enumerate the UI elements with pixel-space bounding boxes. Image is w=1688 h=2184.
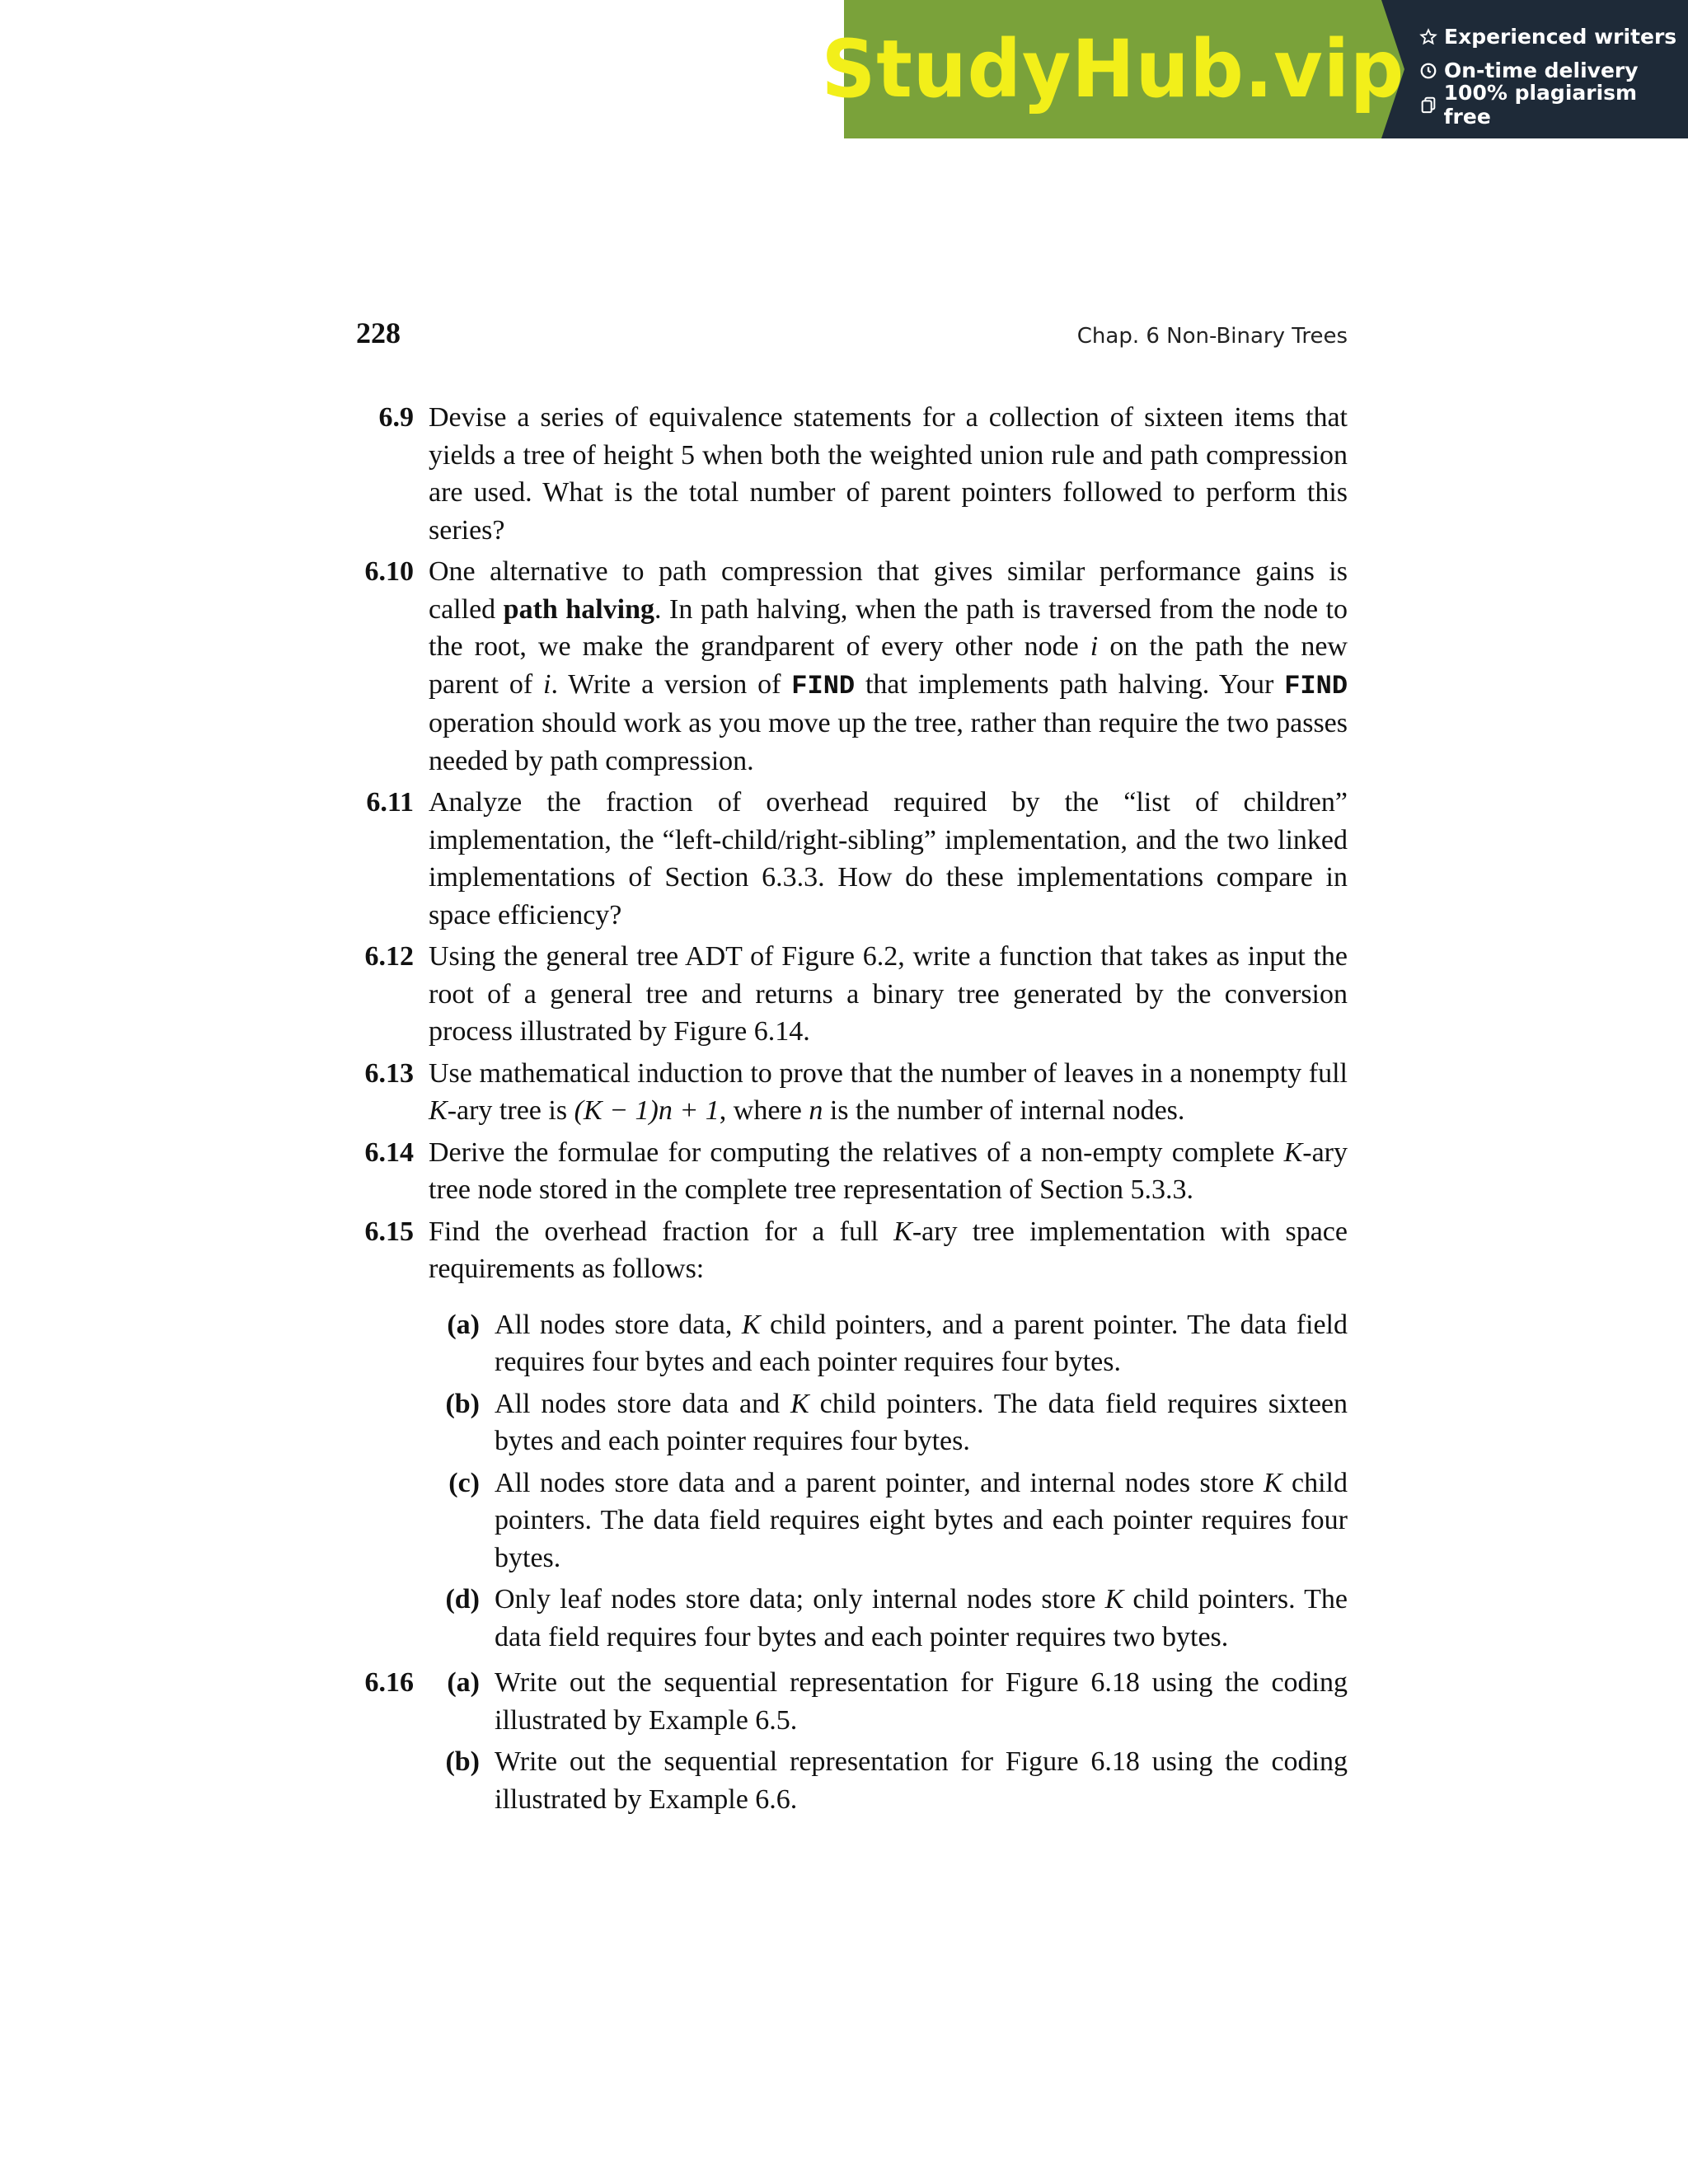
- feature-plagiarism-free: 100% plagiarism free: [1418, 87, 1688, 121]
- text-segment: Derive the formulae for computing the relatives of a non-empty complete: [429, 1137, 1284, 1168]
- text-segment: Using the general tree ADT of Figure 6.2, write a function that takes as input the root of a general tree and returns a binary tree generated by the conversion process illustrated by Figure 6.14.: [429, 941, 1348, 1047]
- part-label: (b): [445, 1746, 480, 1777]
- text-segment: -ary tree implementation with space requirements as follows:: [429, 1216, 1348, 1284]
- exercise-body: [429, 784, 1348, 934]
- part-text: [495, 1743, 1348, 1818]
- code-text: FIND: [791, 670, 856, 701]
- exercise-text: [429, 399, 1348, 549]
- math-text: K: [741, 1309, 761, 1340]
- part-label: (b): [445, 1388, 480, 1419]
- text-segment: Only leaf nodes store data; only internal nodes store: [495, 1584, 1105, 1615]
- exercise-parts: [429, 1664, 1348, 1818]
- part-text: [495, 1385, 1348, 1460]
- exercise-number: 6.11: [366, 787, 414, 818]
- exercise: [356, 399, 1348, 549]
- text-segment: -ary tree is: [447, 1095, 574, 1126]
- text-segment: that implements path halving. Your: [855, 668, 1285, 700]
- math-text: K: [429, 1095, 448, 1126]
- part-text: [495, 1581, 1348, 1656]
- feature-experienced-writers: Experienced writers: [1418, 20, 1688, 54]
- banner-features: [1404, 0, 1688, 138]
- text-segment: child pointers. The data field requires four bytes and each pointer requires two bytes.: [495, 1584, 1348, 1652]
- exercise-text: [429, 553, 1348, 780]
- page-number: 228: [356, 316, 401, 349]
- exercise-body: [429, 1055, 1348, 1130]
- running-head: Chap. 6 Non-Binary Trees: [1076, 324, 1348, 349]
- exercise: [356, 1213, 1348, 1661]
- exercise: [356, 784, 1348, 934]
- text-segment: is the number of internal nodes.: [823, 1095, 1185, 1126]
- text-segment: All nodes store data and a parent pointer, and internal nodes store: [495, 1467, 1264, 1498]
- exercise-body: [429, 1213, 1348, 1661]
- exercise-part: [429, 1306, 1348, 1381]
- math-text: K: [1283, 1137, 1303, 1168]
- text-segment: One alternative to path compression that gives similar performance gains is called: [429, 556, 1348, 625]
- math-text: n: [809, 1095, 823, 1126]
- part-label: (c): [448, 1467, 480, 1498]
- exercise-part: [429, 1743, 1348, 1818]
- exercise: [356, 553, 1348, 780]
- math-text: (K − 1)n + 1: [574, 1095, 720, 1126]
- part-text: [495, 1306, 1348, 1381]
- exercise-number: 6.10: [364, 556, 414, 587]
- math-text: K: [790, 1388, 809, 1419]
- math-text: i: [543, 668, 551, 700]
- exercise-parts: [429, 1306, 1348, 1657]
- text-segment: , where: [719, 1095, 809, 1126]
- exercise: [356, 1055, 1348, 1130]
- part-label: (d): [445, 1584, 480, 1615]
- text-segment: child pointers. The data field requires sixteen bytes and each pointer requires four bytes.: [495, 1388, 1348, 1456]
- exercise-text: [429, 1134, 1348, 1209]
- exercise-body: [429, 1664, 1348, 1822]
- text-segment: All nodes store data,: [495, 1309, 742, 1340]
- part-label: (a): [447, 1309, 480, 1340]
- exercise-text: [429, 1213, 1348, 1288]
- star-icon: [1418, 26, 1439, 48]
- code-text: FIND: [1284, 670, 1348, 701]
- exercise: [356, 1134, 1348, 1209]
- part-label: (a): [447, 1667, 480, 1698]
- text-segment: child pointers. The data field requires eight bytes and each pointer requires four bytes.: [495, 1467, 1348, 1573]
- exercise-number: 6.9: [378, 402, 414, 433]
- text-segment: -ary tree node stored in the complete tree representation of Section 5.3.3.: [429, 1137, 1348, 1205]
- exercise-number: 6.13: [364, 1057, 414, 1089]
- math-text: K: [1263, 1467, 1282, 1498]
- text-segment: . In path halving, when the path is traversed from the node to the root, we make the grandparent of every other node: [429, 593, 1348, 662]
- math-text: K: [1104, 1584, 1124, 1615]
- studyhub-banner[interactable]: [821, 0, 1688, 138]
- clock-icon: [1418, 60, 1439, 82]
- math-text: K: [893, 1216, 912, 1247]
- document-icon: [1418, 94, 1439, 115]
- text-segment: child pointers, and a parent pointer. The data field requires four bytes and each pointer requires four bytes.: [495, 1309, 1348, 1377]
- exercise: [356, 1664, 1348, 1822]
- bold-term: path halving: [503, 593, 655, 625]
- text-segment: on the path the new parent of: [429, 631, 1348, 700]
- banner-logo-panel: [821, 0, 1404, 138]
- text-segment: operation should work as you move up the tree, rather than require the two passes needed by path compression.: [429, 708, 1348, 776]
- part-text: [495, 1465, 1348, 1577]
- text-segment: Analyze the fraction of overhead required by the “list of children” implementation, the “left-child/right-sibling” implementation, and the two linked implementations of Section 6.3.3. How do these implementations compare in space efficiency?: [429, 787, 1348, 930]
- exercise-body: [429, 938, 1348, 1051]
- text-segment: Devise a series of equivalence statements for a collection of sixteen items that yields a tree of height 5 when both the weighted union rule and path compression are used. What is the total number of parent pointers followed to perform this series?: [429, 402, 1348, 546]
- exercise-part: [429, 1581, 1348, 1656]
- feature-on-time-delivery: On-time delivery: [1418, 54, 1688, 87]
- exercise-text: [429, 784, 1348, 934]
- exercise-number: 6.14: [364, 1137, 414, 1168]
- exercise-part: [429, 1465, 1348, 1577]
- exercise-part: [429, 1664, 1348, 1739]
- text-segment: Find the overhead fraction for a full: [429, 1216, 894, 1247]
- part-text: [495, 1664, 1348, 1739]
- exercise-number: 6.15: [364, 1216, 414, 1247]
- text-segment: Write out the sequential representation for Figure 6.18 using the coding illustrated by Example 6.5.: [495, 1667, 1348, 1736]
- studyhub-logo: StudyHub.vip: [821, 23, 1404, 115]
- exercise-body: [429, 399, 1348, 549]
- exercise: [356, 938, 1348, 1051]
- exercise-number: 6.12: [364, 941, 414, 972]
- text-segment: . Write a version of: [551, 668, 792, 700]
- exercise-number: 6.16: [364, 1667, 414, 1698]
- exercise-text: [429, 938, 1348, 1051]
- text-segment: All nodes store data and: [495, 1388, 791, 1419]
- exercise-list: [356, 399, 1348, 1826]
- exercise-body: [429, 553, 1348, 780]
- exercise-text: [429, 1055, 1348, 1130]
- text-segment: Write out the sequential representation for Figure 6.18 using the coding illustrated by Example 6.6.: [495, 1746, 1348, 1815]
- exercise-body: [429, 1134, 1348, 1209]
- text-segment: Use mathematical induction to prove that the number of leaves in a nonempty full: [429, 1057, 1348, 1089]
- exercise-part: [429, 1385, 1348, 1460]
- math-text: i: [1090, 631, 1099, 662]
